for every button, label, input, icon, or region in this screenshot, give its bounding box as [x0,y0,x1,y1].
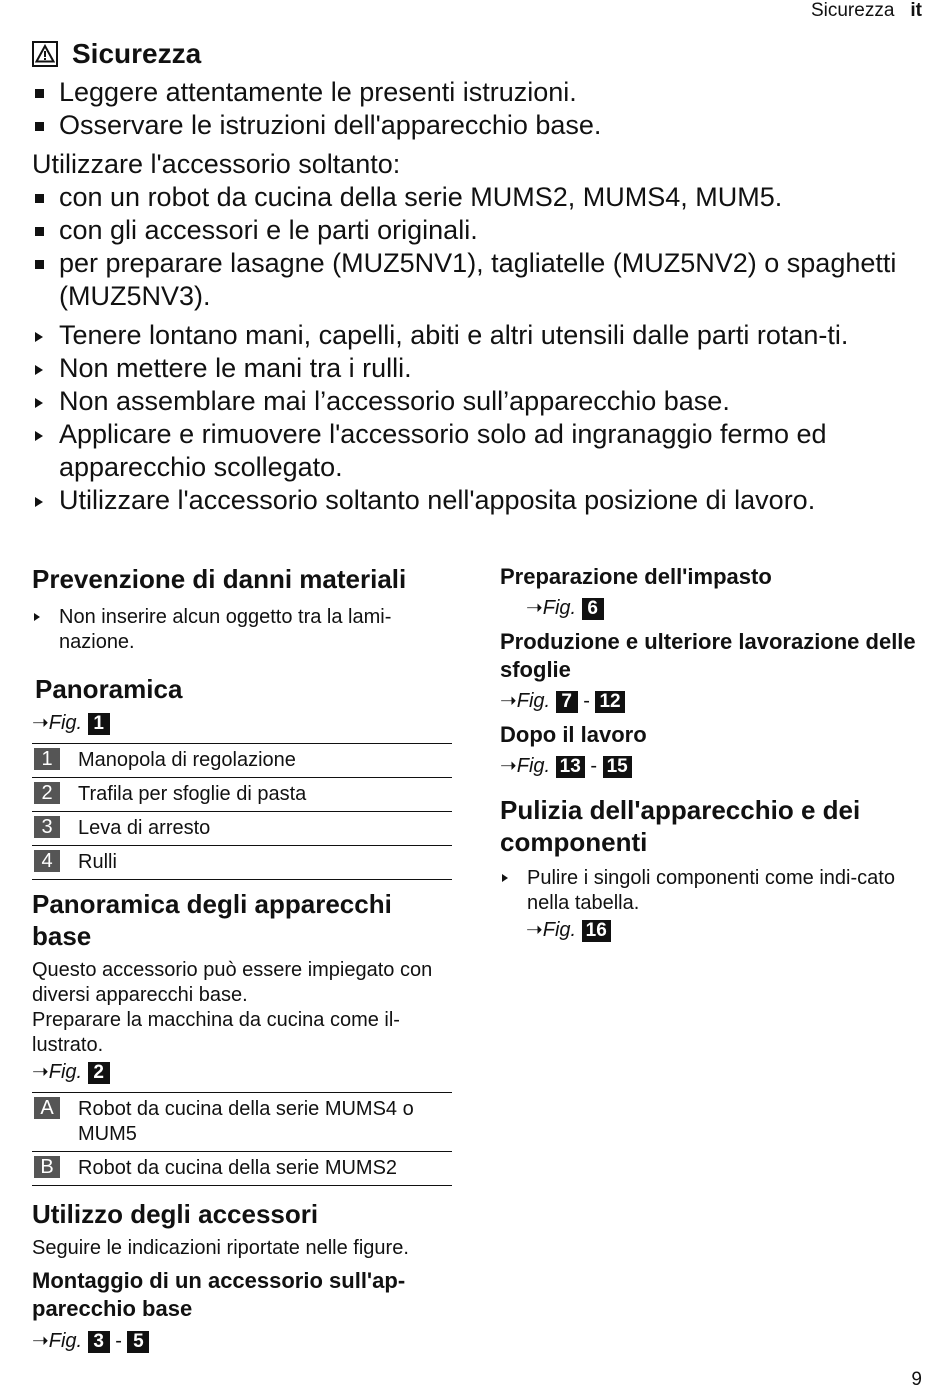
after-title: Dopo il lavoro [500,722,647,747]
table-row [32,1093,452,1152]
warning-item: Utilizzare l'accessorio soltanto nell'apposita posizione di lavoro. [32,484,922,517]
arrow-right-icon: ➝ [526,919,543,941]
warning-item: Applicare e rimuovere l'accessorio solo ad ingranaggio fermo ed apparecchio scollegato. [32,418,922,484]
base-text-2: Preparare la macchina da cucina come il-lustrato. [32,1009,400,1056]
arrow-right-icon: ➝ [32,1061,49,1083]
safety-title: Sicurezza [72,38,202,69]
arrow-right-icon: ➝ [32,1330,49,1352]
fig-separator: - [583,690,590,712]
list-item: Non inserire alcun oggetto tra la lami-nazione. [32,605,452,655]
fig-number: 13 [556,756,585,778]
fig-separator: - [115,1330,122,1352]
fig-number: 7 [556,691,578,713]
item-text: Robot da cucina della serie MUMS4 o MUM5 [78,1098,414,1145]
warning-triangle-icon [32,41,58,67]
page-number: 9 [911,1369,922,1390]
warning-list [32,319,922,517]
list-item: Leggere attentamente le presenti istruzioni. [32,76,922,109]
prep-title: Preparazione dell'impasto [500,564,772,589]
clean-fig-ref [526,916,920,944]
fig-label: Fig. [48,1330,83,1352]
item-text: Rulli [78,851,117,873]
table-row [32,778,452,812]
item-number: 2 [34,782,60,804]
fig-number: 1 [88,713,110,735]
prep-fig-ref [526,594,920,622]
fig-number: 15 [603,756,632,778]
safety-section [32,38,922,517]
warning-item: Tenere lontano mani, capelli, abiti e altri utensili dalle parti rotan-ti. [32,319,922,352]
arrow-right-icon: ➝ [526,597,543,619]
arrow-right-icon: ➝ [500,690,517,712]
page-header [811,0,922,22]
safety-list-2 [32,181,922,313]
list-item: con un robot da cucina della serie MUMS2, MUMS4, MUM5. [32,181,922,214]
base-fig-ref [32,1058,452,1086]
item-number: 1 [34,748,60,770]
fig-label: Fig. [542,597,577,619]
header-section: Sicurezza [810,0,895,21]
fig-number: 6 [582,598,604,620]
base-table [32,1092,452,1186]
overview-fig-ref [32,709,452,737]
item-number: 4 [34,850,60,872]
overview-table [32,743,452,880]
damage-title: Prevenzione di danni materiali [32,564,407,594]
fig-label: Fig. [516,755,551,777]
safety-heading [32,38,922,70]
table-row [32,846,452,880]
arrow-right-icon: ➝ [500,755,517,777]
clean-title: Pulizia dell'apparecchio e dei componenti [500,795,861,857]
fig-number: 16 [582,920,611,942]
clean-list [500,866,920,916]
item-text: Manopola di regolazione [78,749,296,771]
fig-label: Fig. [542,919,577,941]
overview-title: Panoramica [35,674,183,704]
item-text: Leva di arresto [78,817,211,839]
safety-list-1 [32,76,922,142]
table-row [32,1152,452,1186]
accessories-text: Seguire le indicazioni riportate nelle figure. [32,1237,409,1259]
accessories-subtitle: Montaggio di un accessorio sull'ap-parecchio base [32,1268,406,1321]
warning-item: Non assemblare mai l’accessorio sull’apparecchio base. [32,385,922,418]
fig-separator: - [590,755,598,777]
base-title: Panoramica degli apparecchi base [32,889,392,951]
fig-number: 12 [595,691,624,713]
accessories-fig-ref [32,1327,452,1355]
fig-number: 5 [127,1331,149,1353]
fig-number: 3 [88,1331,110,1353]
item-letter: A [34,1097,60,1119]
list-item: per preparare lasagne (MUZ5NV1), tagliatelle (MUZ5NV2) o spaghetti (MUZ5NV3). [32,247,922,313]
after-fig-ref [500,752,920,780]
item-text: Robot da cucina della serie MUMS2 [78,1157,398,1179]
list-item: Pulire i singoli componenti come indi-cato nella tabella. [500,866,920,916]
warning-item: Non mettere le mani tra i rulli. [32,352,922,385]
table-row [32,744,452,778]
prod-title: Produzione e ulteriore lavorazione delle sfoglie [500,629,916,682]
fig-label: Fig. [48,1061,83,1083]
fig-number: 2 [88,1062,110,1084]
list-item: Osservare le istruzioni dell'apparecchio base. [32,109,922,142]
table-row [32,812,452,846]
damage-list [32,605,452,655]
item-number: 3 [34,816,60,838]
prod-fig-ref [500,687,920,715]
safety-intro: Utilizzare l'accessorio soltanto: [32,149,401,179]
base-text-1: Questo accessorio può essere impiegato con diversi apparecchi base. [32,959,433,1006]
fig-label: Fig. [516,690,551,712]
arrow-right-icon: ➝ [32,712,49,734]
accessories-title: Utilizzo degli accessori [32,1199,319,1229]
item-letter: B [34,1156,60,1178]
fig-label: Fig. [48,712,83,734]
header-lang: it [910,0,922,21]
right-column [500,563,920,944]
item-text: Trafila per sfoglie di pasta [78,783,307,805]
list-item: con gli accessori e le parti originali. [32,214,922,247]
left-column [32,563,452,1355]
